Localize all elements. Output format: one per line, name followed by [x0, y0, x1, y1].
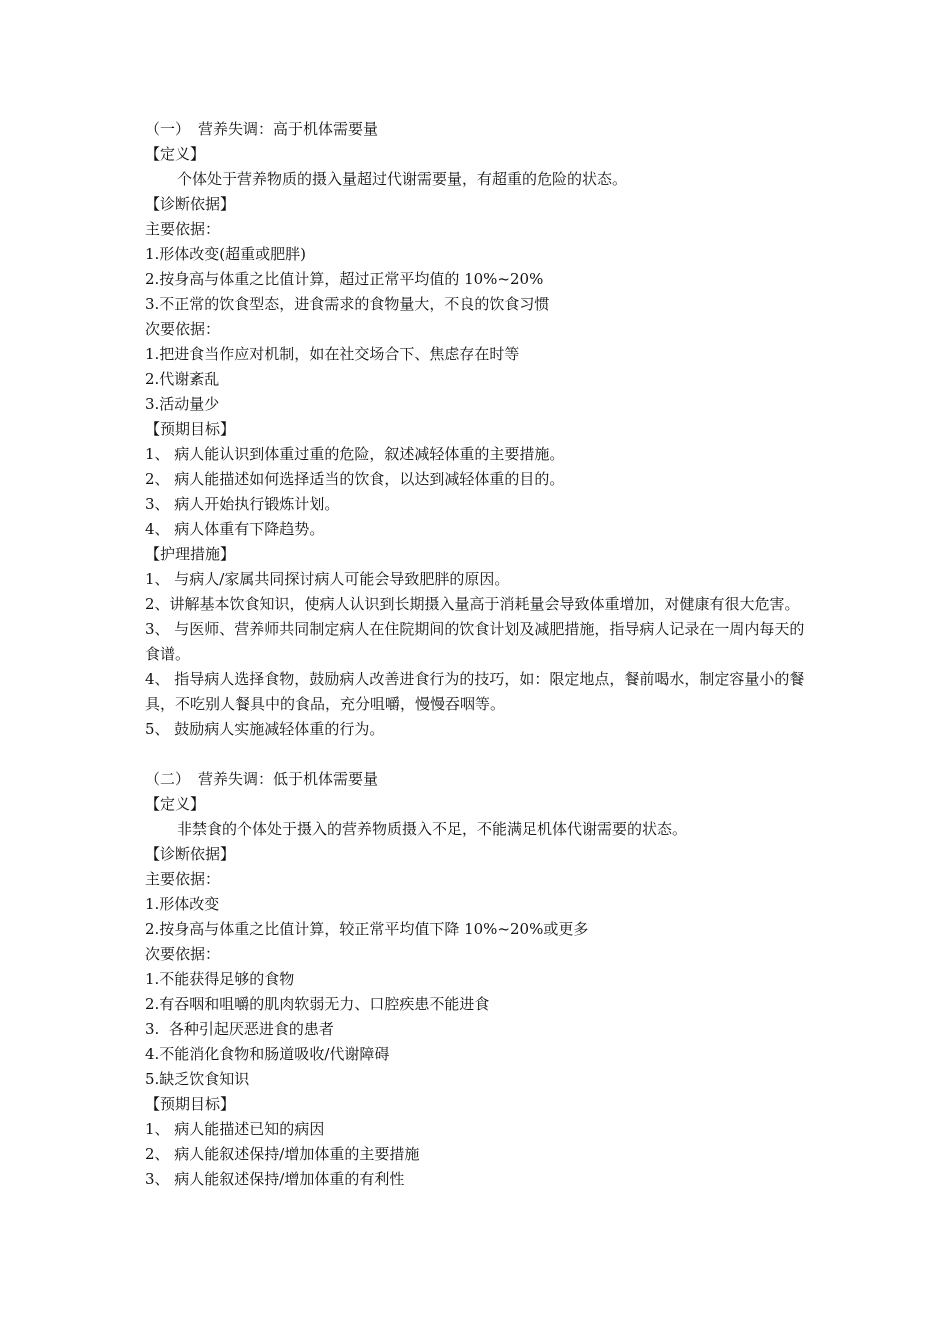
- section-1-nursing-item: 2、讲解基本饮食知识，使病人认识到长期摄入量高于消耗量会导致体重增加，对健康有很大危害。: [145, 595, 800, 613]
- section-1-goal-item: 4、 病人体重有下降趋势。: [145, 520, 325, 538]
- section-2-goal-item: 3、 病人能叙述保持/增加体重的有利性: [145, 1170, 405, 1188]
- section-1-major-item: 3.不正常的饮食型态，进食需求的食物量大，不良的饮食习惯: [145, 295, 550, 313]
- section-2-definition-text: 非禁食的个体处于摄入的营养物质摄入不足，不能满足机体代谢需要的状态。: [177, 820, 688, 838]
- section-1-minor-item: 3.活动量少: [145, 395, 220, 413]
- section-1-diagnosis-header: 【诊断依据】: [145, 195, 236, 213]
- section-1-goal-item: 2、 病人能描述如何选择适当的饮食，以达到减轻体重的目的。: [145, 470, 565, 488]
- section-2-title: [145, 767, 810, 792]
- section-1-goal-item: 3、 病人开始执行锻炼计划。: [145, 495, 340, 513]
- section-2-major-label: 主要依据：: [145, 870, 221, 888]
- section-2-major-item: 2.按身高与体重之比值计算，较正常平均值下降 10%~20%或更多: [145, 920, 589, 938]
- section-1-goals-header: 【预期目标】: [145, 420, 236, 438]
- section-1-goal-item: 1、 病人能认识到体重过重的危险，叙述减轻体重的主要措施。: [145, 445, 565, 463]
- section-1-major-item: 2.按身高与体重之比值计算，超过正常平均值的 10%~20%: [145, 270, 544, 288]
- section-2-minor-label: 次要依据：: [145, 945, 221, 963]
- section-1-nursing-item: 4、 指导病人选择食物，鼓励病人改善进食行为的技巧，如：限定地点，餐前喝水，制定容量小的餐具，不吃别人餐具中的食品，充分咀嚼，慢慢吞咽等。: [145, 670, 805, 713]
- section-1-nursing-item: 1、 与病人/家属共同探讨病人可能会导致肥胖的原因。: [145, 570, 510, 588]
- section-1-minor-item: 1.把进食当作应对机制，如在社交场合下、焦虑存在时等: [145, 345, 520, 363]
- section-1-minor-item: 2.代谢紊乱: [145, 370, 220, 388]
- section-2-goals-header: 【预期目标】: [145, 1095, 236, 1113]
- section-1-nursing-item: 3、 与医师、营养师共同制定病人在住院期间的饮食计划及减肥措施，指导病人记录在一周内每天的食谱。: [145, 620, 805, 663]
- section-1-definition-text: 个体处于营养物质的摄入量超过代谢需要量，有超重的危险的状态。: [177, 170, 628, 188]
- section-1-heading: 营养失调：高于机体需要量: [198, 120, 379, 138]
- section-2-minor-item: 4.不能消化食物和肠道吸收/代谢障碍: [145, 1045, 390, 1063]
- section-2-minor-item: 2.有吞咽和咀嚼的肌肉软弱无力、口腔疾患不能进食: [145, 995, 490, 1013]
- document-page: [145, 117, 810, 1192]
- section-1-major-label: 主要依据：: [145, 220, 221, 238]
- section-1-number: （一）: [145, 120, 191, 138]
- section-1-title: [145, 117, 810, 142]
- section-2-goal-item: 1、 病人能描述已知的病因: [145, 1120, 325, 1138]
- section-2-major-item: 1.形体改变: [145, 895, 220, 913]
- section-2-number: （二）: [145, 770, 191, 788]
- section-2-heading: 营养失调：低于机体需要量: [198, 770, 379, 788]
- section-1-nursing-header: 【护理措施】: [145, 545, 236, 563]
- section-2-goal-item: 2、 病人能叙述保持/增加体重的主要措施: [145, 1145, 420, 1163]
- section-2-minor-item: 5.缺乏饮食知识: [145, 1070, 250, 1088]
- section-spacer: [145, 742, 810, 767]
- section-1-major-item: 1.形体改变(超重或肥胖): [145, 245, 307, 263]
- section-1-definition-header: 【定义】: [145, 145, 206, 163]
- section-2-definition-header: 【定义】: [145, 795, 206, 813]
- section-2-minor-item: 3. 各种引起厌恶进食的患者: [145, 1020, 334, 1038]
- section-2-minor-item: 1.不能获得足够的食物: [145, 970, 295, 988]
- section-1-minor-label: 次要依据：: [145, 320, 221, 338]
- section-2-diagnosis-header: 【诊断依据】: [145, 845, 236, 863]
- section-1-nursing-item: 5、 鼓励病人实施减轻体重的行为。: [145, 720, 385, 738]
